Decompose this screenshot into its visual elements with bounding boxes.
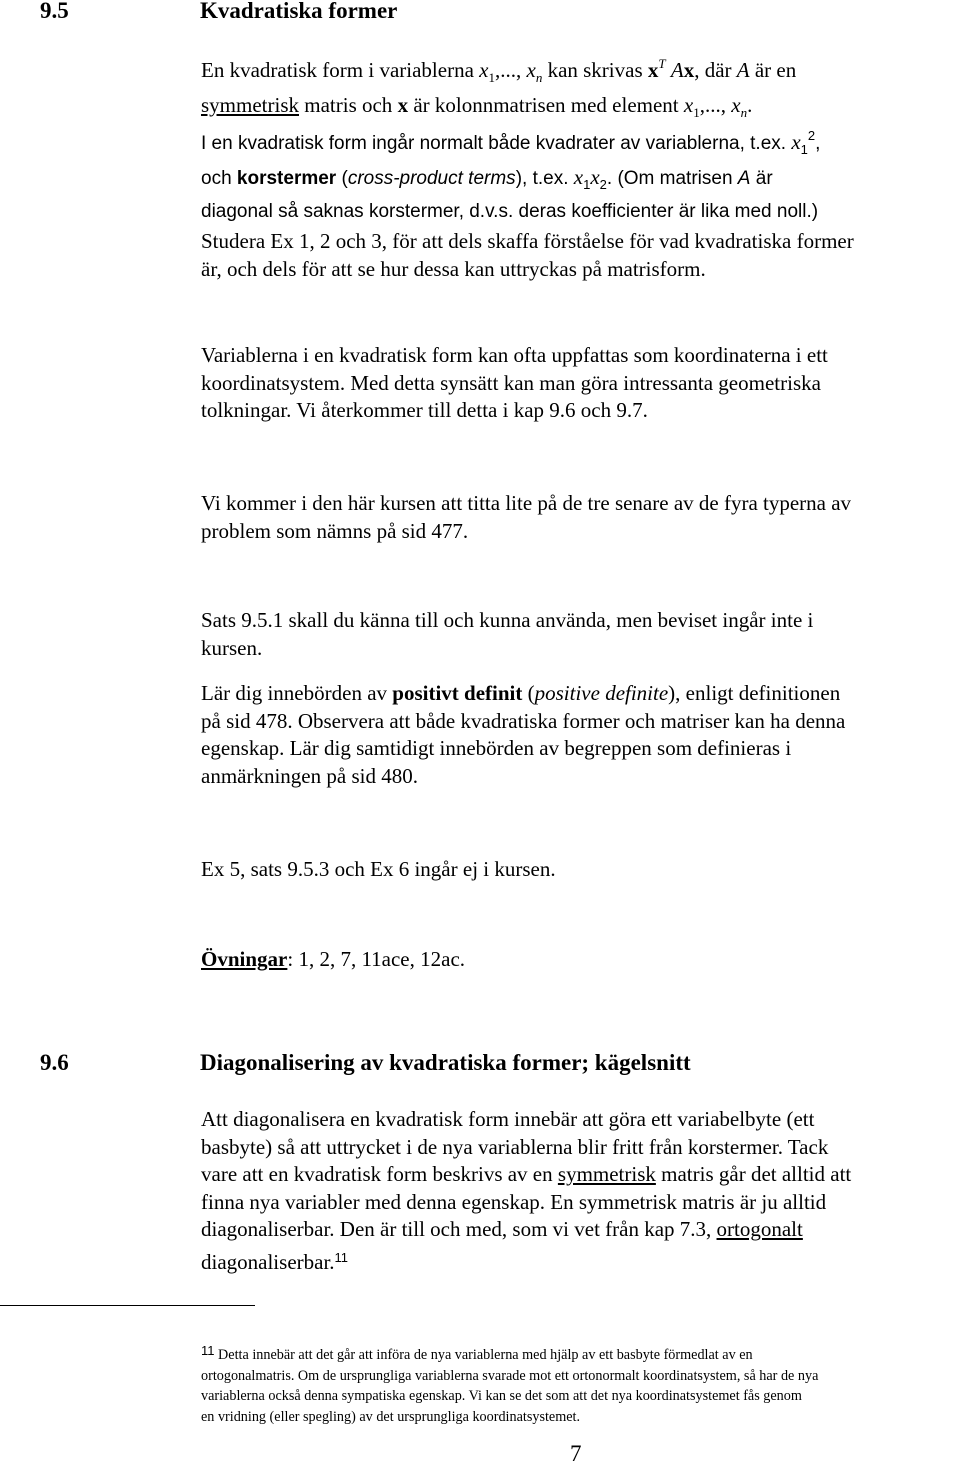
text: är kolonnmatrisen med element bbox=[408, 92, 684, 117]
section-heading-9-6 bbox=[40, 1050, 691, 1076]
subscript: n bbox=[535, 70, 543, 85]
text-line: på sid 478. Observera att både kvadratiska former och matriser kan ha denna bbox=[201, 708, 846, 733]
page-number: 7 bbox=[570, 1441, 582, 1466]
math-bold-x: x bbox=[397, 92, 409, 117]
text-line: finna nya variabler med denna egenskap. En symmetrisk matris är ju alltid bbox=[201, 1189, 827, 1214]
text: matris och bbox=[299, 92, 398, 117]
footnote-number: 11 bbox=[201, 1343, 215, 1358]
text: , bbox=[815, 133, 821, 154]
paragraph-quadratic-form-definition bbox=[201, 50, 941, 126]
exercises-label: Övningar bbox=[201, 947, 288, 971]
math-var: x bbox=[731, 92, 741, 117]
text-line: kursen. bbox=[201, 635, 263, 660]
subscript: n bbox=[740, 104, 748, 120]
text-line: Sats 9.5.1 skall du känna till och kunna använda, men beviset ingår inte i bbox=[201, 608, 814, 632]
text: diagonaliserbar. Den är till och med, som vi vet från kap 7.3, bbox=[201, 1217, 717, 1241]
text: ,..., bbox=[699, 92, 732, 117]
footnote-separator bbox=[0, 1305, 255, 1306]
text: , där bbox=[694, 58, 737, 82]
subscript: 1 bbox=[488, 70, 495, 85]
text: matris går det alltid att bbox=[655, 1162, 852, 1186]
math-var: x bbox=[791, 130, 801, 154]
math-var: x bbox=[683, 92, 694, 117]
math-var: x bbox=[479, 58, 489, 82]
text: I en kvadratisk form ingår normalt både kvadrater av variablerna, t.ex. bbox=[201, 133, 792, 154]
paragraph-sats-951 bbox=[201, 607, 941, 662]
text-line: en vridning (eller spegling) av det ursprungliga koordinatsystemet. bbox=[201, 1408, 581, 1425]
italic-term: cross-product terms bbox=[347, 167, 516, 189]
text: . (Om matrisen bbox=[606, 167, 738, 189]
paragraph-study-examples bbox=[201, 228, 941, 283]
superscript: 2 bbox=[807, 128, 816, 143]
paragraph-positive-definite bbox=[201, 680, 941, 790]
text: En kvadratisk form i variablerna bbox=[201, 58, 480, 82]
math-bold-x: x bbox=[683, 58, 695, 82]
footnote-reference[interactable]: 11 bbox=[334, 1249, 349, 1265]
text: ), enligt definitionen bbox=[668, 681, 841, 705]
bold-term: korstermer bbox=[236, 167, 337, 189]
text: är bbox=[750, 167, 773, 189]
text-line: ortogonalmatris. Om de ursprungliga variablerna svarade mot ett ortonormalt koordinatsystem, så har de nya bbox=[201, 1367, 819, 1384]
text: ( bbox=[522, 681, 535, 705]
text-line: Att diagonalisera en kvadratisk form innebär att göra ett variabelbyte (ett bbox=[201, 1107, 815, 1131]
text-line: anmärkningen på sid 480. bbox=[201, 763, 418, 788]
text: vare att en kvadratisk form beskrivs av en bbox=[201, 1162, 558, 1186]
math-var: A bbox=[670, 58, 684, 82]
paragraph-problem-types bbox=[201, 490, 941, 545]
text: diagonaliserbar. bbox=[201, 1249, 335, 1274]
underlined-term: symmetrisk bbox=[557, 1162, 656, 1186]
text-line: är, och dels för att se hur dessa kan uttryckas på matrisform. bbox=[201, 256, 706, 281]
math-var: A bbox=[736, 58, 750, 82]
italic-term: positive definite bbox=[534, 681, 669, 705]
math-bold-x: x bbox=[647, 58, 659, 82]
superscript: T bbox=[658, 56, 666, 71]
text: ), t.ex. bbox=[515, 167, 574, 189]
text: Detta innebär att det går att införa de nya variablerna med hjälp av ett basbyte förmedlat av en bbox=[214, 1347, 753, 1363]
math-var: A bbox=[737, 167, 751, 189]
text: Lär dig innebörden av bbox=[201, 681, 393, 705]
subscript: 1 bbox=[693, 104, 700, 120]
text-line: Variablerna i en kvadratisk form kan ofta uppfattas som koordinaterna i ett bbox=[201, 343, 828, 367]
subscript: 2 bbox=[599, 176, 607, 192]
text-line: Vi kommer i den här kursen att titta lite på de tre senare av de fyra typerna av bbox=[201, 491, 852, 515]
section-title: Diagonalisering av kvadratiska former; kägelsnitt bbox=[200, 1050, 691, 1075]
text: och bbox=[201, 167, 237, 189]
text-line: variablerna också denna sympatiska egenskap. Vi kan se det som att det nya koordinatsystemet fås genom bbox=[201, 1388, 802, 1404]
math-var: x bbox=[526, 58, 536, 82]
paragraph-squares-and-cross-terms bbox=[201, 122, 941, 226]
text: kan skrivas bbox=[542, 58, 648, 82]
text-line: Ex 5, sats 9.5.3 och Ex 6 ingår ej i kursen. bbox=[201, 857, 556, 881]
text: . bbox=[747, 92, 753, 117]
underlined-term: symmetrisk bbox=[201, 92, 299, 117]
text-line: diagonal så saknas korstermer, d.v.s. deras koefficienter är lika med noll.) bbox=[201, 201, 819, 222]
text-line: egenskap. Lär dig samtidigt innebörden av begreppen som definieras i bbox=[201, 736, 792, 760]
exercises-list: : 1, 2, 7, 11ace, 12ac. bbox=[287, 947, 466, 971]
text-line: Studera Ex 1, 2 och 3, för att dels skaffa förståelse för vad kvadratiska former bbox=[201, 229, 854, 253]
text-line: basbyte) så att uttrycket i de nya variablerna blir fritt från korstermer. Tack bbox=[201, 1134, 829, 1159]
bold-term: positivt definit bbox=[392, 681, 523, 705]
underlined-term: ortogonalt bbox=[716, 1217, 803, 1241]
text-line: problem som nämns på sid 477. bbox=[201, 518, 469, 543]
text-line: koordinatsystem. Med detta synsätt kan man göra intressanta geometriska bbox=[201, 370, 821, 395]
text: ,..., bbox=[494, 58, 527, 82]
text: är en bbox=[749, 58, 797, 82]
section-number: 9.5 bbox=[40, 0, 69, 23]
section-heading-9-5 bbox=[40, 0, 397, 24]
math-var: x bbox=[573, 164, 584, 189]
section-number: 9.6 bbox=[40, 1050, 69, 1075]
paragraph-diagonalization bbox=[201, 1106, 941, 1276]
text: ( bbox=[336, 167, 348, 189]
paragraph-coordinates bbox=[201, 342, 941, 425]
paragraph-excluded-examples bbox=[201, 856, 941, 884]
paragraph-exercises bbox=[201, 946, 941, 974]
section-title: Kvadratiska former bbox=[200, 0, 398, 23]
footnote-11 bbox=[201, 1341, 956, 1427]
text-line: tolkningar. Vi återkommer till detta i kap 9.6 och 9.7. bbox=[201, 398, 648, 422]
subscript: 1 bbox=[800, 142, 808, 157]
subscript: 1 bbox=[583, 176, 591, 192]
math-var: x bbox=[590, 164, 600, 189]
